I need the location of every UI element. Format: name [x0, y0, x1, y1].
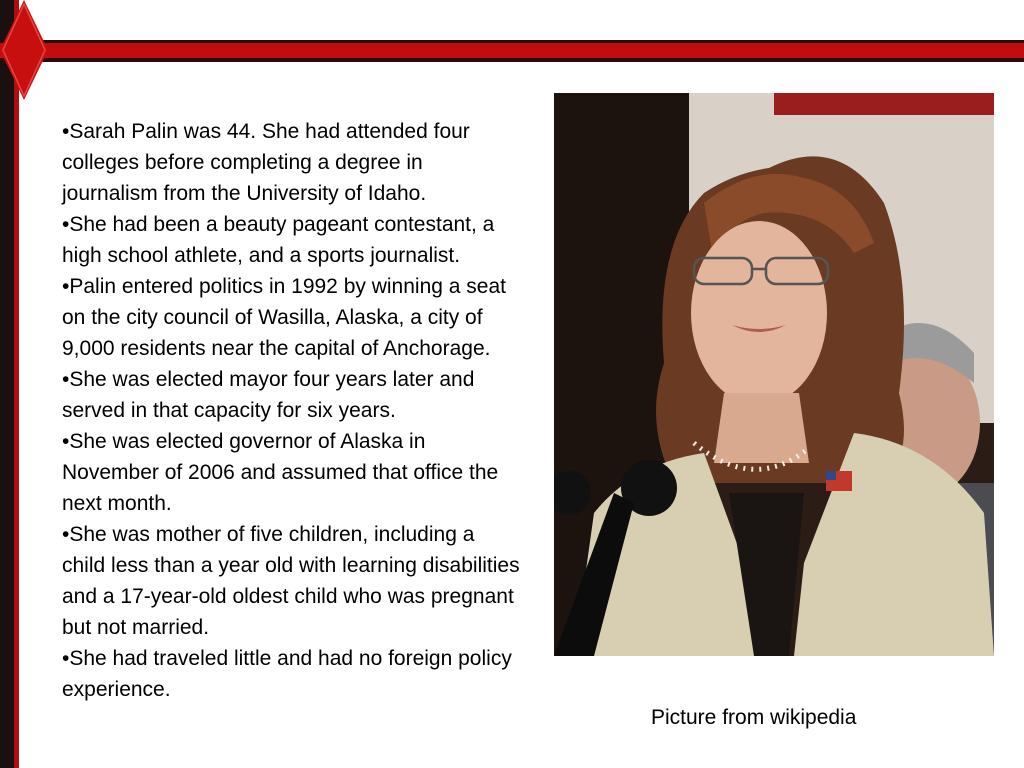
- photo-caption: Picture from wikipedia: [651, 706, 857, 729]
- bullet-item: •She was elected mayor four years later and served in that capacity for six years.: [62, 368, 475, 422]
- bullet-list: [62, 116, 522, 705]
- portrait-photo: [554, 93, 994, 656]
- bullet-item: •Palin entered politics in 1992 by winning a seat on the city council of Wasilla, Alaska, a city of 9,000 residents near the capital of Anchorage.: [62, 275, 506, 360]
- left-border-red: [14, 0, 19, 768]
- bullet-item: •She had been a beauty pageant contestant, a high school athlete, and a sports journalist.: [62, 213, 495, 267]
- bullet-item: •She was elected governor of Alaska in November of 2006 and assumed that office the next month.: [62, 430, 499, 515]
- top-stripe: [0, 40, 1024, 62]
- bullet-item: •Sarah Palin was 44. She had attended four colleges before completing a degree in journalism from the University of Idaho.: [62, 120, 470, 205]
- portrait-image: [554, 93, 994, 656]
- left-border-dark: [0, 0, 14, 768]
- bullet-item: •She was mother of five children, including a child less than a year old with learning disabilities and a 17-year-old oldest child who was pregnant but not married.: [62, 523, 520, 639]
- diamond-ornament: [0, 0, 48, 100]
- bullet-item: •She had traveled little and had no foreign policy experience.: [62, 647, 512, 701]
